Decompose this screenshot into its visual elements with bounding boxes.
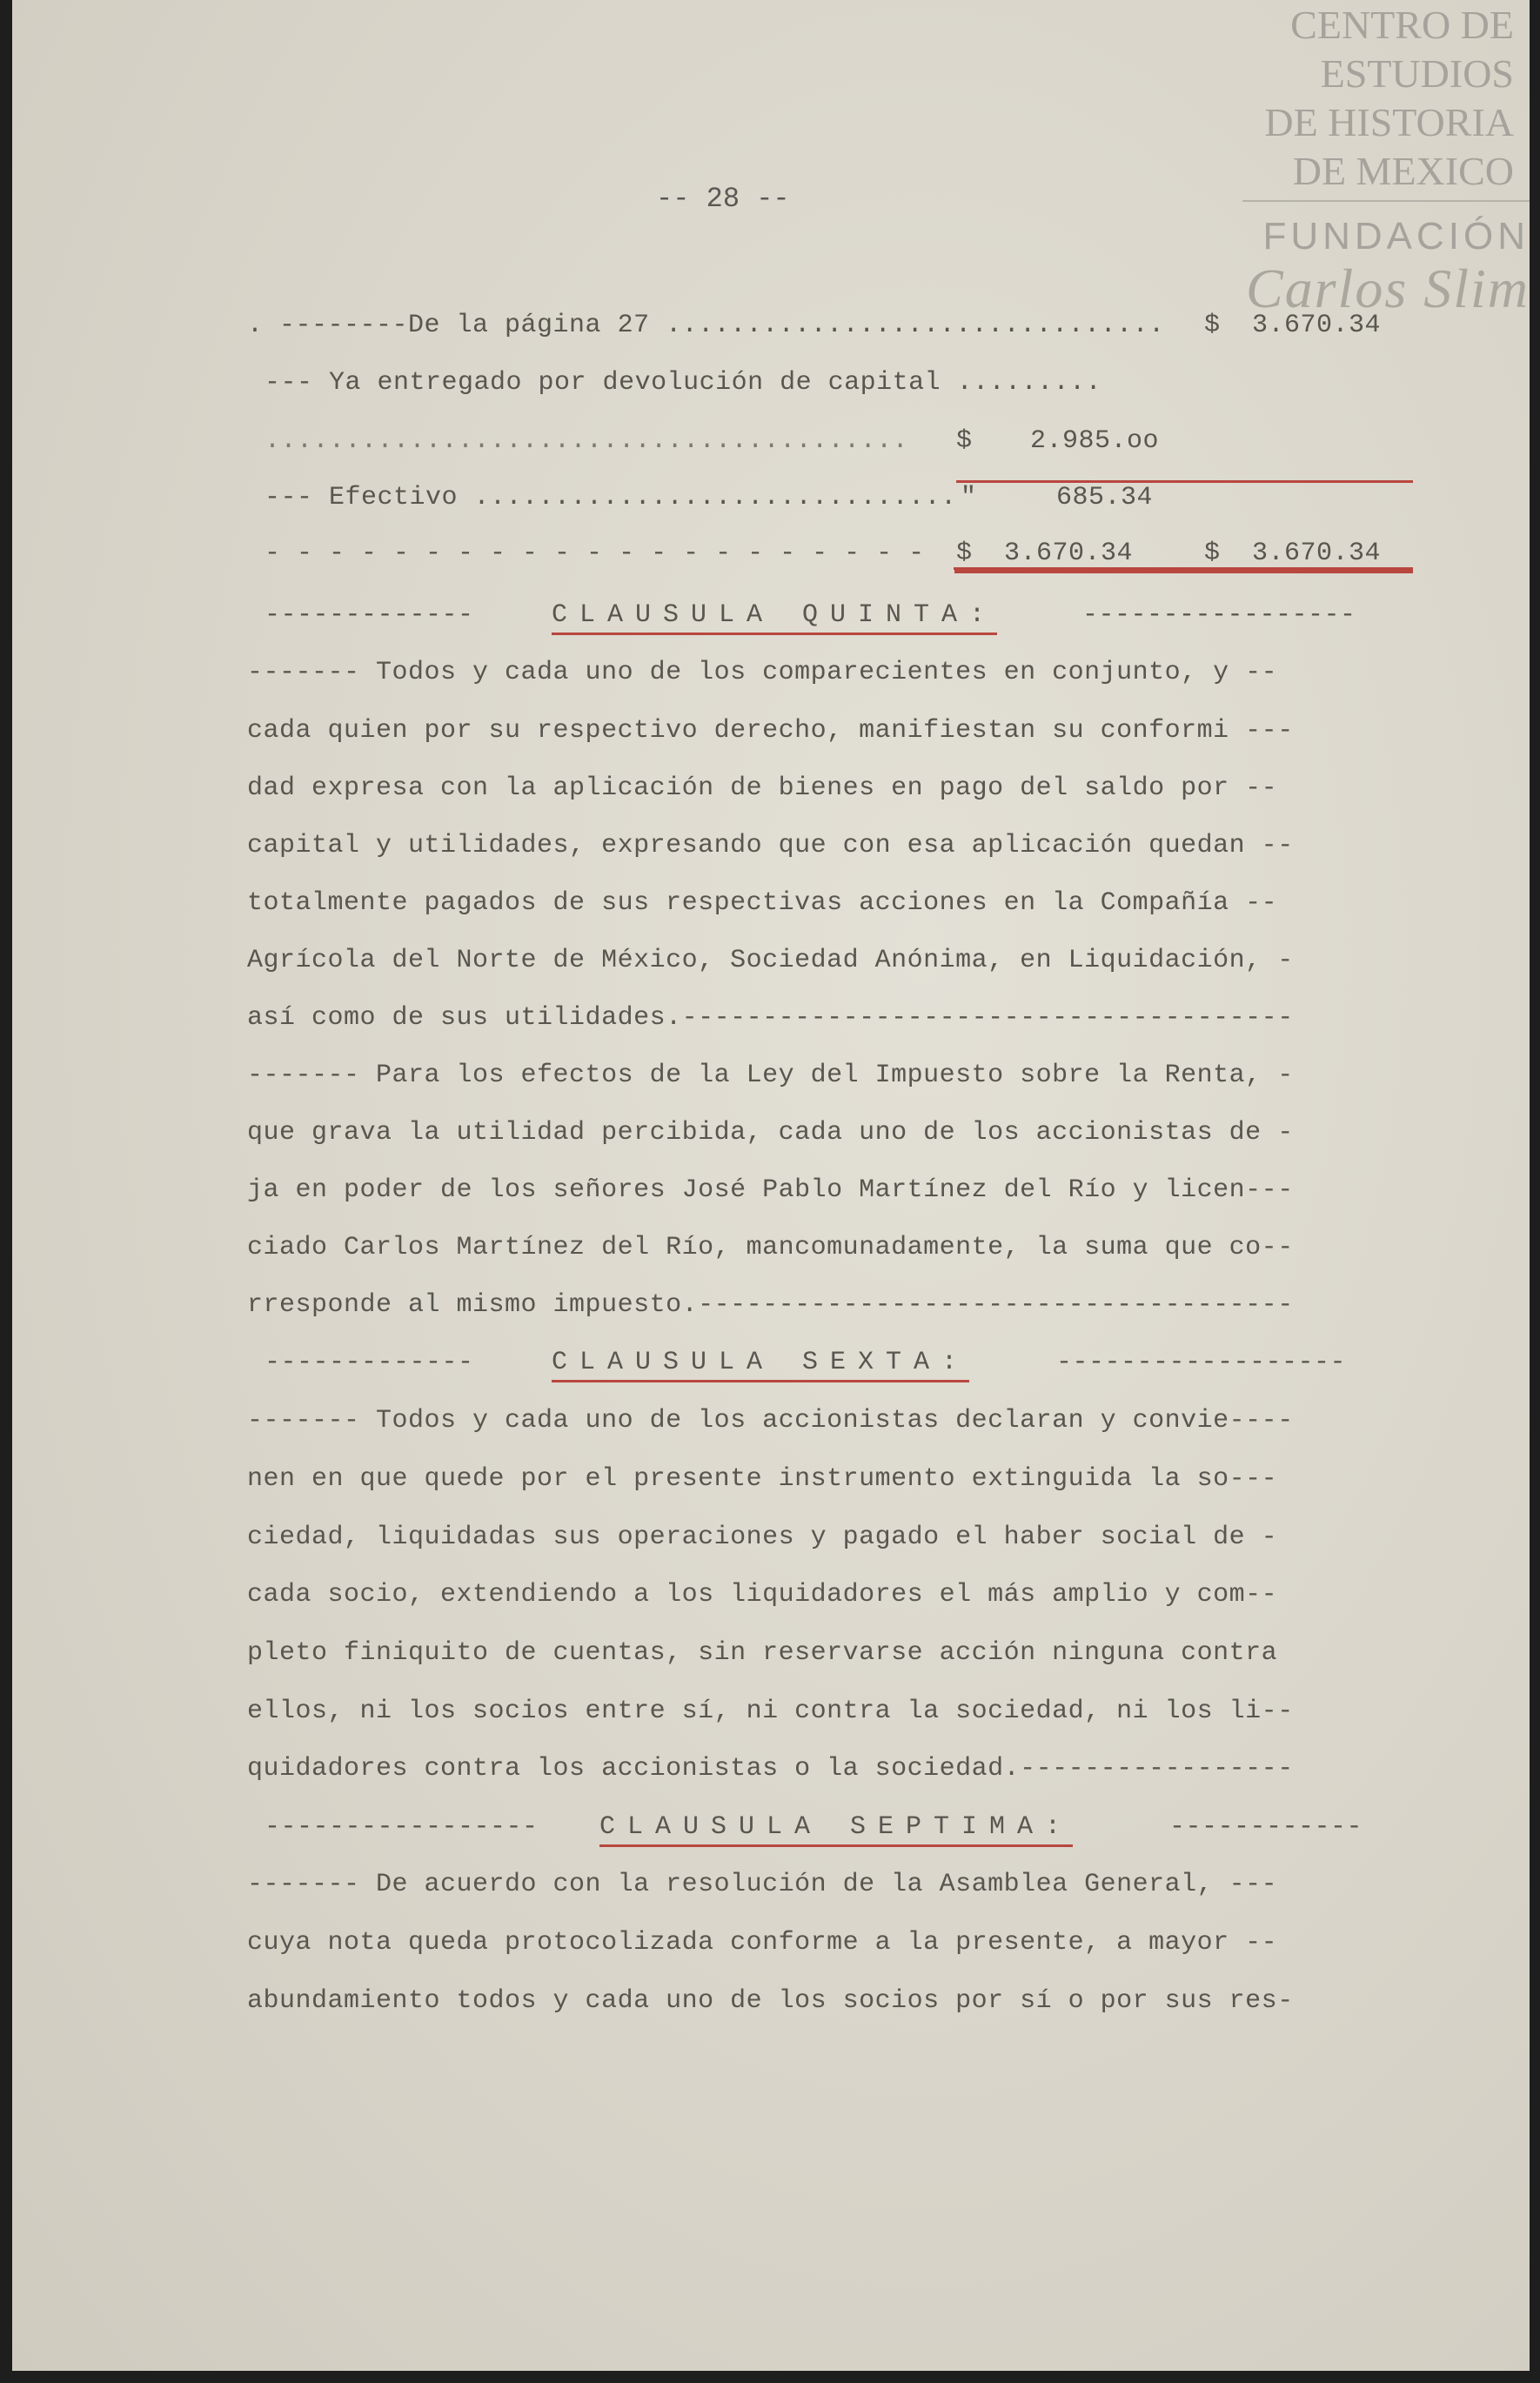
clausula-septima-line: cuya nota queda protocolizada conforme a la presente, a mayor -- [247, 1928, 1278, 1958]
clausula-septima-line: abundamiento todos y cada uno de los socios por sí o por sus res- [247, 1986, 1294, 2016]
clausula-quinta-heading [247, 598, 1413, 636]
account-row-3 [247, 424, 1413, 459]
account-row-5-amount-a: 3.670.34 [1004, 539, 1134, 568]
clausula-quinta-line: que grava la utilidad percibida, cada uno de los accionistas de - [247, 1118, 1294, 1148]
account-row-4-label: --- Efectivo .............................. [264, 483, 957, 512]
account-row-2-label: --- Ya entregado por devolución de capital ......... [264, 368, 1102, 398]
watermark-line-2: ESTUDIOS [1320, 51, 1514, 96]
clausula-quinta-line: ciado Carlos Martínez del Río, mancomunadamente, la suma que co-- [247, 1233, 1294, 1262]
account-row-5-dashes: - - - - - - - - - - - - - - - - - - - - - [264, 539, 925, 568]
clausula-sexta-title: CLAUSULA SEXTA: [552, 1345, 969, 1382]
clausula-septima-tail: ------------ [1169, 1812, 1363, 1842]
clausula-septima-heading [247, 1810, 1413, 1848]
watermark-line-4: DE MEXICO [1292, 149, 1514, 193]
clausula-quinta-lead: ------------- [264, 600, 474, 630]
account-row-1-label: . --------De la página 27 ............................... [247, 311, 1165, 340]
clausula-sexta-line: nen en que quede por el presente instrumento extinguida la so--- [247, 1464, 1278, 1494]
clausula-sexta-lead: ------------- [264, 1348, 474, 1377]
clausula-quinta-line: así como de sus utilidades.-------------------------------------- [247, 1003, 1294, 1033]
account-row-1-currency: $ [1204, 311, 1221, 340]
account-row-4 [247, 480, 1413, 515]
clausula-quinta-line: capital y utilidades, expresando que con esa aplicación quedan -- [247, 831, 1294, 860]
clausula-sexta-tail: ------------------ [1056, 1348, 1347, 1377]
clausula-sexta-line: pleto finiquito de cuentas, sin reservarse acción ninguna contra [247, 1638, 1278, 1668]
watermark-divider [1242, 200, 1530, 202]
clausula-septima-line: ------- De acuerdo con la resolución de la Asamblea General, --- [247, 1870, 1278, 1899]
account-row-5 [247, 536, 1413, 576]
clausula-sexta-line: ciedad, liquidadas sus operaciones y pagado el haber social de - [247, 1523, 1278, 1552]
account-row-1-amount: 3.670.34 [1252, 311, 1382, 340]
account-row-3-label: ........................................ [264, 426, 909, 456]
clausula-sexta-line: ------- Todos y cada uno de los accionistas declaran y convie---- [247, 1406, 1294, 1436]
account-row-4-amount: 685.34 [1056, 483, 1154, 512]
account-row-4-underline [956, 480, 1413, 483]
clausula-septima-title: CLAUSULA SEPTIMA: [599, 1810, 1073, 1847]
clausula-sexta-line: cada socio, extendiendo a los liquidadores el más amplio y com-- [247, 1580, 1278, 1610]
watermark-signature: Carlos Slim [1245, 258, 1530, 319]
clausula-quinta-line: Agrícola del Norte de México, Sociedad Anónima, en Liquidación, - [247, 946, 1294, 975]
clausula-sexta-line: ellos, ni los socios entre sí, ni contra la sociedad, ni los li-- [247, 1697, 1294, 1726]
account-row-2 [247, 365, 1413, 400]
account-row-1 [247, 308, 1413, 343]
account-row-3-currency: $ [956, 426, 973, 456]
archive-watermark [1242, 5, 1530, 317]
account-row-3-amount: 2.985.oo [1030, 426, 1160, 456]
document-page [12, 0, 1530, 2371]
clausula-quinta-line: ------- Todos y cada uno de los comparecientes en conjunto, y -- [247, 658, 1278, 687]
clausula-quinta-line: dad expresa con la aplicación de bienes en pago del saldo por -- [247, 773, 1278, 803]
clausula-quinta-line: rresponde al mismo impuesto.------------------------------------- [247, 1290, 1294, 1320]
clausula-quinta-line: totalmente pagados de sus respectivas acciones en la Compañía -- [247, 888, 1278, 918]
watermark-line-3: DE HISTORIA [1264, 100, 1514, 144]
clausula-quinta-title: CLAUSULA QUINTA: [552, 598, 997, 635]
watermark-fundacion: FUNDACIÓN [1262, 215, 1530, 258]
account-row-4-currency: " [961, 483, 977, 512]
watermark-line-1: CENTRO DE [1290, 3, 1514, 47]
clausula-sexta-line: quidadores contra los accionistas o la sociedad.----------------- [247, 1754, 1294, 1784]
page-number: -- 28 -- [656, 183, 790, 215]
account-row-5-amount-b: 3.670.34 [1252, 539, 1382, 568]
clausula-quinta-line: ------- Para los efectos de la Ley del Impuesto sobre la Renta, - [247, 1061, 1294, 1090]
clausula-quinta-line: ja en poder de los señores José Pablo Martínez del Río y licen--- [247, 1175, 1294, 1205]
clausula-sexta-heading [247, 1345, 1413, 1383]
clausula-quinta-line: cada quien por su respectivo derecho, manifiestan su conformi --- [247, 716, 1294, 746]
clausula-septima-lead: ----------------- [264, 1812, 539, 1842]
clausula-quinta-tail: ----------------- [1082, 600, 1356, 630]
account-row-5-currency-b: $ [1204, 539, 1221, 568]
account-row-5-currency-a: $ [956, 539, 973, 568]
